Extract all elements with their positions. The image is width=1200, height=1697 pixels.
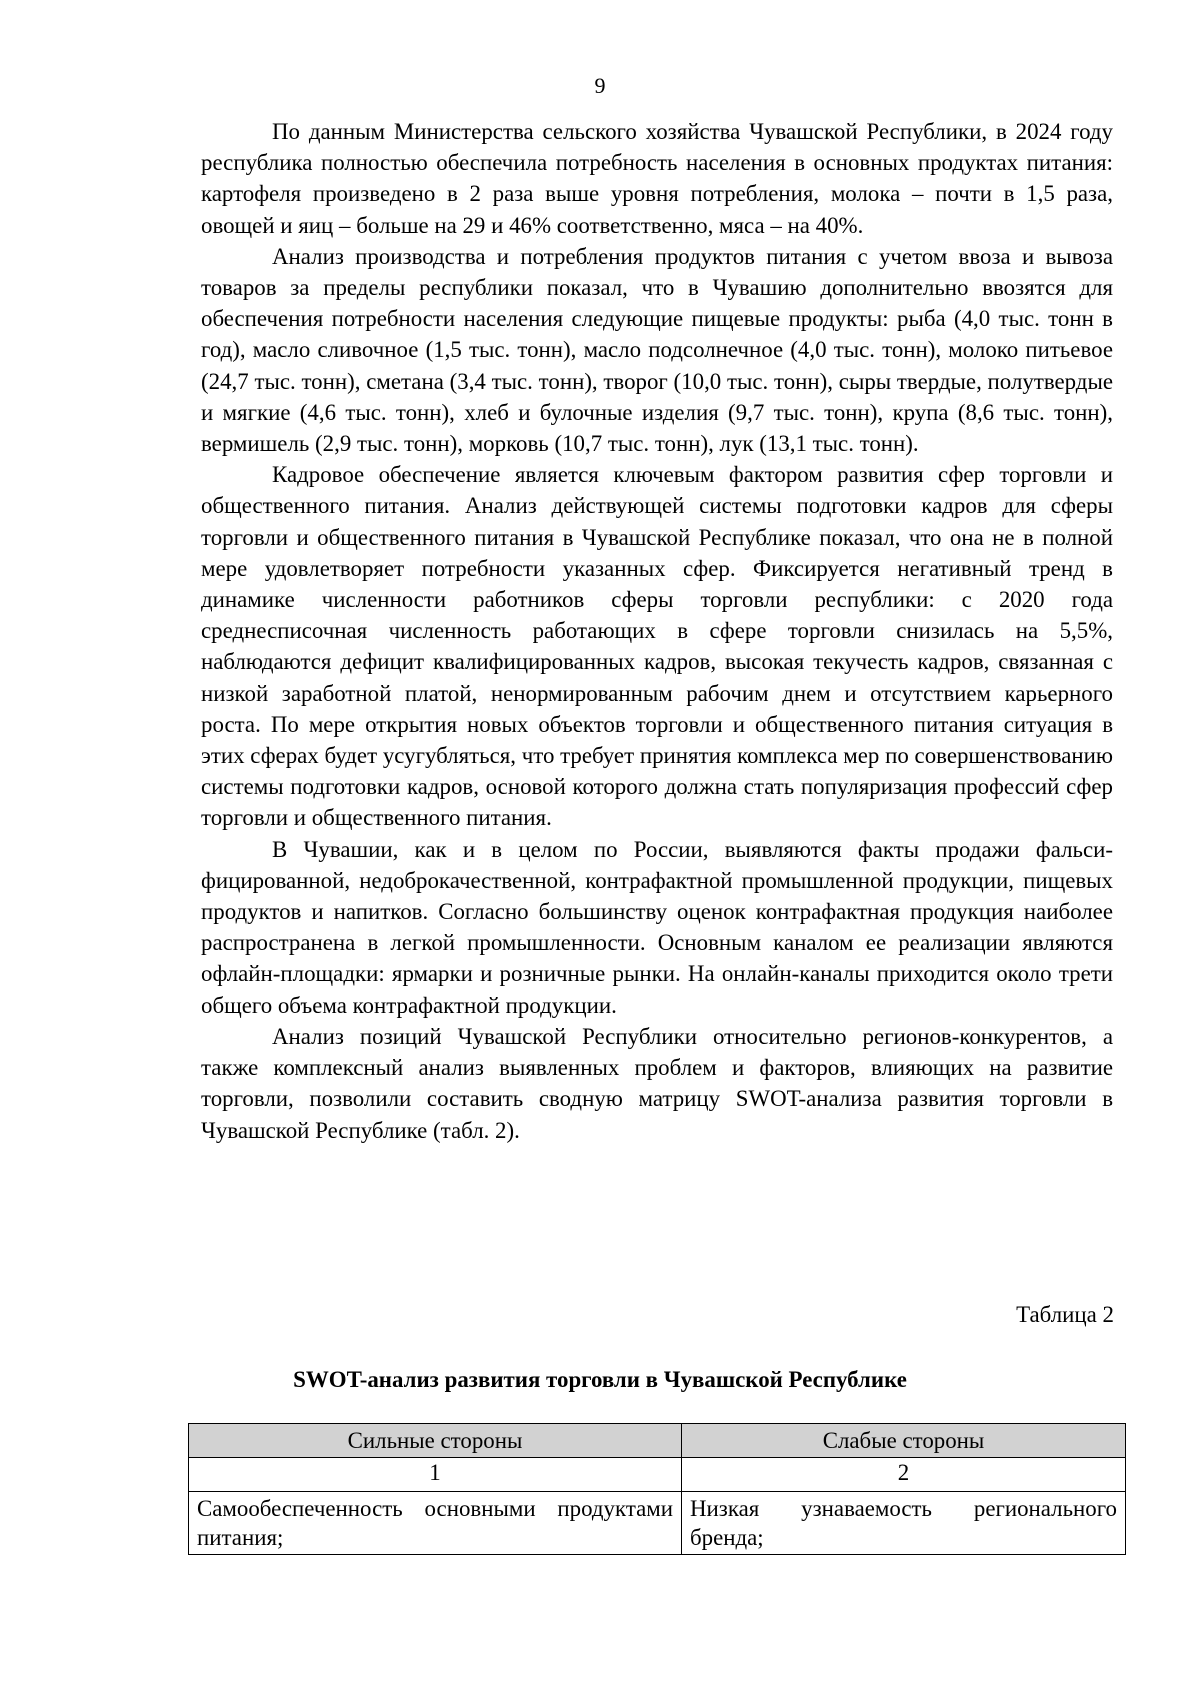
paragraph-staffing: Кадровое обеспечение является ключевым фактором развития сфер торговли и общественного питания. Анализ действующей системы подготовки кадров для сферы торговли и общественного питания в Чувашской Республике показал, что она не в полной мере удовлетворяет потребности указанных сфер. Фиксируется негативный тренд в динамике численности работников сферы торговли республики: с 2020 года среднесписочная численность работающих в сфере торговли снизилась на 5,5%, наблюдаются дефицит квалифицированных кадров, высокая текучесть кадров, связанная с низкой заработной платой, ненормированным рабочим днем и отсутствием карьерного роста. По мере открытия новых объектов торговли и общественного питания ситуация в этих сферах будет усугубляться, что требует принятия комплекса мер по совершенствованию системы подготовки кадров, основой которого должна стать популяризация профессий сфер торговли и общественного питания.	[201, 462, 1113, 831]
paragraph-food-self-sufficiency: По данным Министерства сельского хозяйства Чувашской Республики, в 2024 году республика полностью обеспечила потребность населения в основных продуктах питания: картофеля произведено в 2 раза выше уровня потребления, молока – почти в 1,5 раза, овощей и яиц – больше на 29 и 46% соответственно, мяса – на 40%.	[201, 119, 1113, 238]
paragraph-counterfeit-products: В Чувашии, как и в целом по России, выявляются факты продажи фальсифицированной, недоброкачественной, контрафактной промышленной продукции, пищевых продуктов и напитков. Согласно большинству оценок контрафактная продукция наиболее распространена в легкой промышленности. Основным каналом ее реализации являются офлайн-площадки: ярмарки и розничные рынки. На онлайн-каналы приходится около трети общего объема контрафактной продукции.	[201, 836, 1113, 1018]
column-number-2: 2	[682, 1458, 1126, 1492]
table-row	[189, 1492, 1126, 1555]
swot-table	[188, 1423, 1126, 1555]
column-number-1: 1	[189, 1458, 682, 1492]
paragraph-swot-intro: Анализ позиций Чувашской Республики относительно регионов-конкурентов, а также комплексный анализ выявленных проблем и факторов, влияющих на развитие торговли, позволили составить сводную матрицу SWOT-анализа развития торговли в Чувашской Республике (табл. 2).	[201, 1023, 1113, 1143]
page-number: 9	[594, 73, 606, 98]
table-caption: Таблица 2	[1016, 1302, 1114, 1327]
column-number-row	[189, 1458, 1126, 1492]
body-text	[201, 116, 1113, 1146]
header-weaknesses: Слабые стороны	[682, 1424, 1126, 1458]
header-strengths: Сильные стороны	[189, 1424, 682, 1458]
table-cell-strength: Самообеспеченность основными продуктами питания;	[189, 1492, 682, 1555]
table-title: SWOT-анализ развития торговли в Чувашской Республике	[293, 1367, 907, 1392]
paragraph-food-imports: Анализ производства и потребления продуктов питания с учетом ввоза и вывоза товаров за пределы республики показал, что в Чувашию дополнительно ввозятся для обеспечения потребности населения следующие пищевые продукты: рыба (4,0 тыс. тонн в год), масло сливочное (1,5 тыс. тонн), масло подсолнечное (4,0 тыс. тонн), молоко питьевое (24,7 тыс. тонн), сметана (3,4 тыс. тонн), творог (10,0 тыс. тонн), сыры твердые, полутвердые и мягкие (4,6 тыс. тонн), хлеб и булочные изделия (9,7 тыс. тонн), крупа (8,6 тыс. тонн), вермишель (2,9 тыс. тонн), морковь (10,7 тыс. тонн), лук (13,1 тыс. тонн).	[201, 243, 1113, 457]
table-header-row	[189, 1424, 1126, 1458]
table-cell-weakness: Низкая узнаваемость регионального бренда;	[682, 1492, 1126, 1555]
